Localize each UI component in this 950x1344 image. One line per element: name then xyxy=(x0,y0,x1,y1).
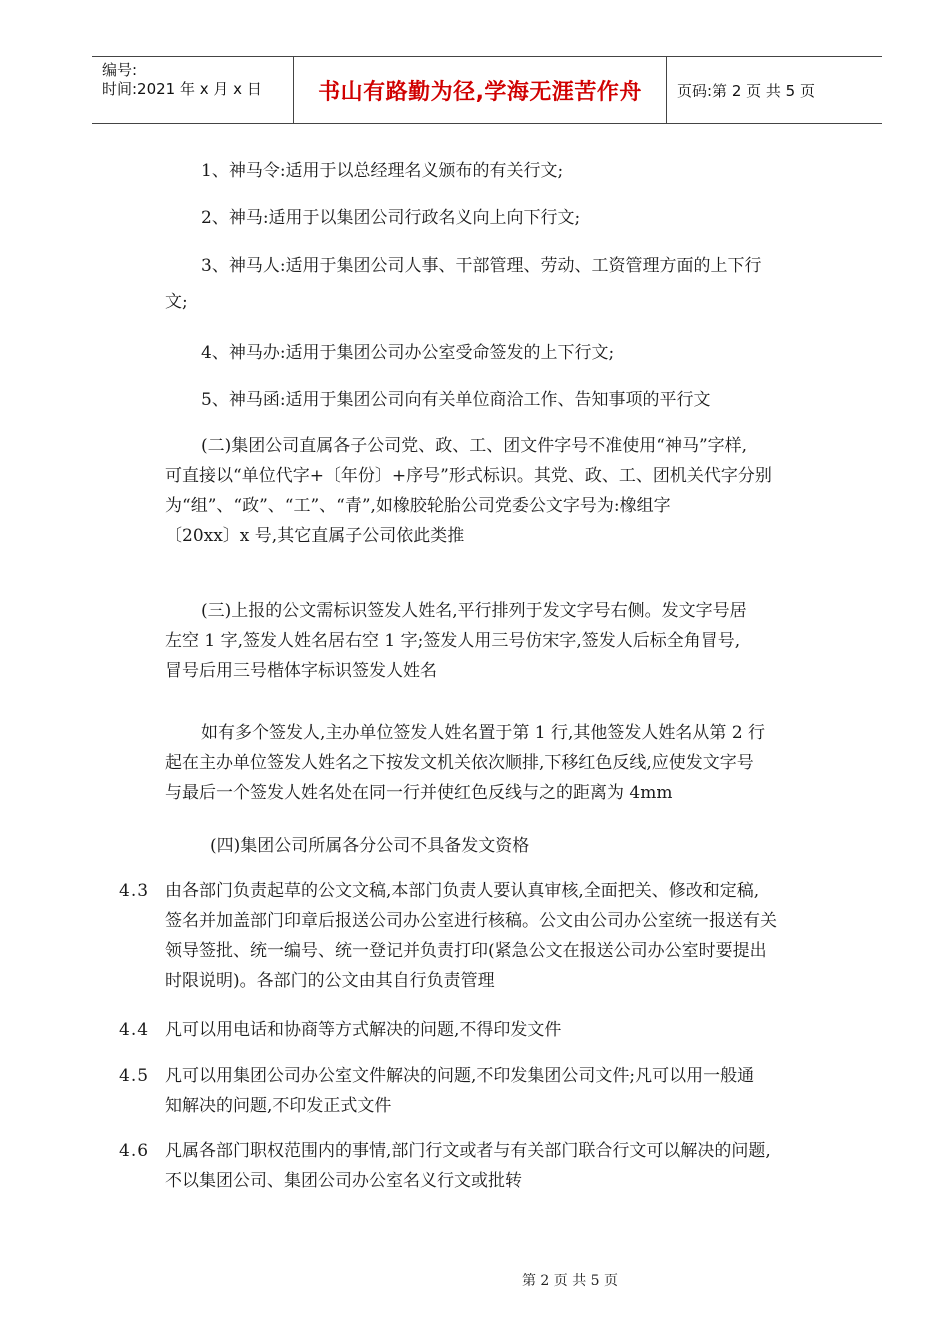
section-number: 4.5 xyxy=(119,1066,150,1086)
section-body: 凡可以用集团公司办公室文件解决的问题,不印发集团公司文件;凡可以用一般通 知解决的问题,不印发正式文件 xyxy=(165,1066,755,1116)
paragraph-multi-signer: 如有多个签发人,主办单位签发人姓名置于第 1 行,其他签发人姓名从第 2 行 起在主办单位签发人姓名之下按发文机关依次顺排,下移红色反线,应使发文字号 与最后一个签发人姓名处在同一行并使红色反线与之的距离为 4mm xyxy=(165,723,766,803)
section-body: 凡可以用电话和协商等方式解决的问题,不得印发文件 xyxy=(165,1020,562,1040)
list-item: 5、神马函:适用于集团公司向有关单位商洽工作、告知事项的平行文 xyxy=(201,390,711,410)
page-header xyxy=(92,56,882,124)
document-time-label: 时间:2021 年 x 月 x 日 xyxy=(102,80,262,98)
paragraph-2: (二)集团公司直属各子公司党、政、工、团文件字号不准使用“神马”字样, 可直接以“单位代字+〔年份〕+序号”形式标识。其党、政、工、团机关代字分别 为“组”、“政”、“工”、“青”,如橡胶轮胎公司党委公文字号为:橡组字 〔20xx〕x 号,其它直属子公司依此类推 xyxy=(165,436,772,546)
section-number: 4.3 xyxy=(119,881,150,901)
header-meta xyxy=(92,57,294,123)
paragraph-3: (三)上报的公文需标识签发人姓名,平行排列于发文字号右侧。发文字号居 左空 1 字,签发人姓名居右空 1 字;签发人用三号仿宋字,签发人后标全角冒号, 冒号后用三号楷体字标识签发人姓名 xyxy=(165,601,747,681)
header-page-number: 页码:第 2 页 共 5 页 xyxy=(677,81,815,100)
section-body: 凡属各部门职权范围内的事情,部门行文或者与有关部门联合行文可以解决的问题, 不以集团公司、集团公司办公室名义行文或批转 xyxy=(165,1141,771,1191)
section-number: 4.6 xyxy=(119,1141,150,1161)
header-slogan: 书山有路勤为径,学海无涯苦作舟 xyxy=(294,57,667,123)
page-footer: 第 2 页 共 5 页 xyxy=(521,1273,619,1289)
section-number: 4.4 xyxy=(119,1020,150,1040)
section-body: 由各部门负责起草的公文文稿,本部门负责人要认真审核,全面把关、修改和定稿, 签名并加盖部门印章后报送公司办公室进行核稿。公文由公司办公室统一报送有关 领导签批、统一编号、统一登记并负责打印(紧急公文在报送公司办公室时要提出 时限说明)。各部门的公文由其自行负责管理 xyxy=(165,881,777,991)
document-number-label: 编号: xyxy=(102,61,138,79)
paragraph-4: (四)集团公司所属各分公司不具备发文资格 xyxy=(210,836,530,856)
list-item: 2、神马:适用于以集团公司行政名义向上向下行文; xyxy=(201,208,581,228)
list-item: 3、神马人:适用于集团公司人事、干部管理、劳动、工资管理方面的上下行 xyxy=(201,256,762,276)
list-item-continuation: 文; xyxy=(165,292,188,312)
list-item: 4、神马办:适用于集团公司办公室受命签发的上下行文; xyxy=(201,343,615,363)
list-item: 1、神马令:适用于以总经理名义颁布的有关行文; xyxy=(201,161,564,181)
